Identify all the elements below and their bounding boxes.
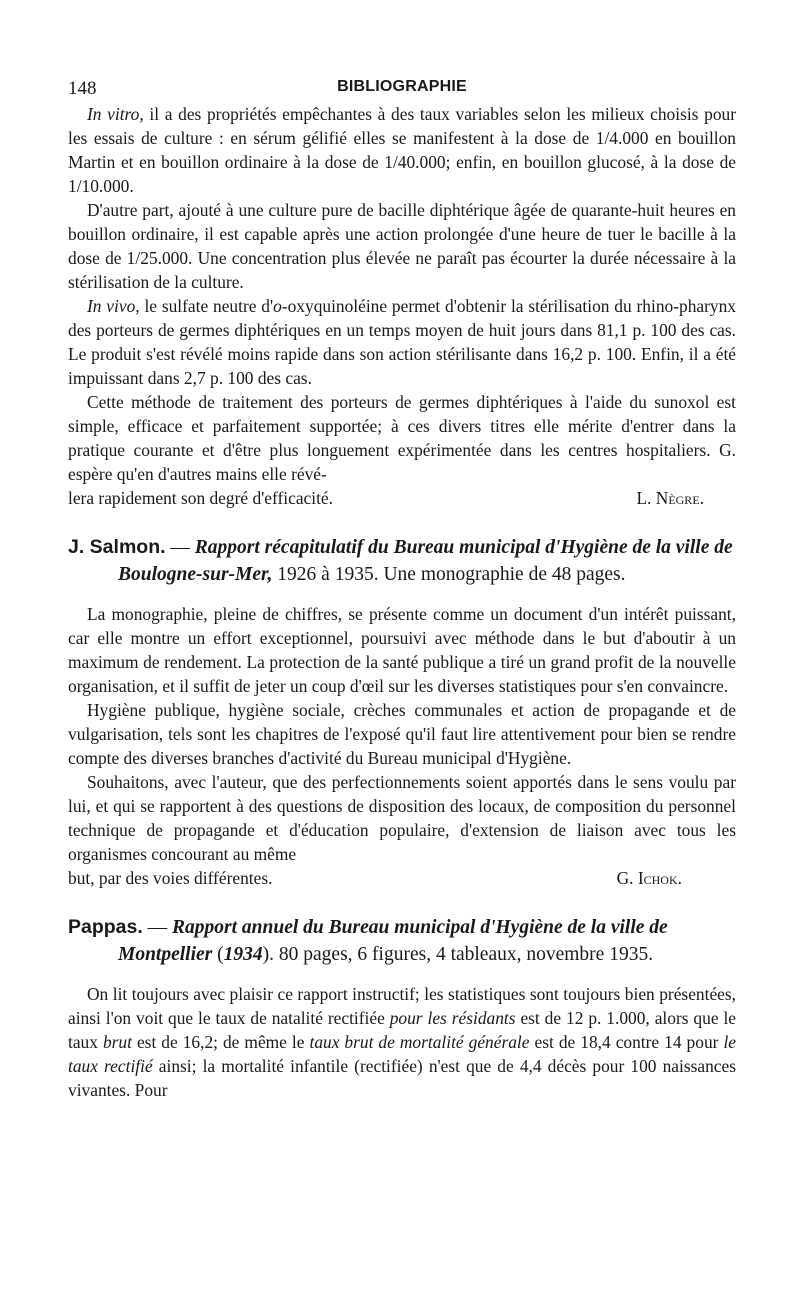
italic-phrase: pour les résidants [389, 1008, 516, 1028]
entry-year-close: ). [262, 944, 275, 965]
previous-review-section [68, 102, 736, 510]
italic-phrase: brut [102, 1032, 132, 1052]
entry-heading [68, 534, 736, 588]
entry-title: Rapport récapitulatif du Bureau municipal d'Hygiène de la ville de Boulogne-sur-Mer, [118, 537, 733, 585]
paragraph-in-vitro [68, 102, 736, 198]
paragraph-in-vivo [68, 294, 736, 390]
entry-dash: — [142, 917, 173, 938]
in-vivo-label: In vivo, [87, 296, 140, 316]
paragraph-text: -oxyquinoléine permet d'obtenir la stérilisation du rhino-pharynx des porteurs de germes diphtériques en un temps moyen de huit jours dans 81,1 p. 100 des cas. Le produit s'est révélé moins rapide dans son action stérilisante dans 16,2 p. 100. Enfin, il a été impuissant dans 2,7 p. 100 des cas. [68, 296, 736, 388]
paragraph-conclusion [68, 390, 736, 486]
entry-details: 80 pages, 6 figures, 4 tableaux, novembre 1935. [274, 944, 654, 965]
paragraph-culture: D'autre part, ajouté à une culture pure de bacille diphtérique âgée de quarante-huit heures en bouillon ordinaire, il est capable après une action prolongée d'une heure de tuer le bacille à la dose de 1/25.000. Une concentration plus élevée ne paraît pas écourter la durée nécessaire à la stérilisation de la culture. [68, 200, 736, 292]
entry-title: Rapport annuel du Bureau municipal d'Hygiène de la ville de Montpellier [118, 917, 668, 965]
paragraph-hygiene: Hygiène publique, hygiène sociale, crèches communales et action de propagande et de vulgarisation, tels sont les chapitres de l'exposé qu'il faut lire attentivement pour bien se rendre compte des diverses branches d'activité du Bureau municipal d'Hygiène. [68, 700, 736, 768]
document-page [68, 70, 736, 1102]
paragraph-last-line: but, par des voies différentes. [68, 868, 273, 888]
paragraph-text: est de 18,4 contre 14 pour [529, 1032, 724, 1052]
paragraph-monographie: La monographie, pleine de chiffres, se présente comme un document d'un intérêt puissant, car elle montre un effort exceptionnel, poursuivi avec méthode dans le but d'aboutir à un maximum de rendement. La protection de la santé publique a tiré un grand profit de la nouvelle organisation, et il suffit de jeter un coup d'œil sur les diverses statistiques pour s'en convaincre. [68, 604, 736, 696]
paragraph-text: On lit toujours avec plaisir ce rapport instructif; les statistiques sont toujours bien présentées, ainsi l'on voit que le taux de natalité rectifiée [68, 984, 736, 1028]
paragraph-text: est de 16,2; de même le [131, 1032, 310, 1052]
entry-details: 1926 à 1935. Une monographie de 48 pages. [272, 564, 626, 585]
paragraph-text: est de 12 p. 1.000, alors que le taux [68, 1008, 737, 1052]
signature-ichok: G. Ichok. [616, 868, 682, 888]
paragraph-rapport [68, 982, 736, 1102]
entry-author: J. Salmon. [68, 536, 166, 558]
paragraph-text: Souhaitons, avec l'auteur, que des perfectionnements soient apportés dans le sens voulu par lui, et qui se rapportent à des questions de disposition des locaux, de composition du personnel technique de propagande et d'éducation populaire, d'extension de liaison avec tous les organismes concourant au même [68, 772, 736, 864]
entry-year: 1934 [223, 944, 263, 965]
ortho-prefix: o [273, 296, 282, 316]
paragraph-text: Cette méthode de traitement des porteurs de germes diphtériques à l'aide du sunoxol est simple, efficace et parfaitement supportée; à ces divers titres elle mérite d'entrer dans la pratique courante et d'être plus longuement expérimentée dans les centres hospitaliers. G. espère qu'en d'autres mains elle révé- [68, 392, 736, 484]
paragraph-text: le sulfate neutre d' [139, 296, 274, 316]
in-vitro-label: In vitro, [87, 104, 144, 124]
italic-phrase: taux brut de mortalité générale [309, 1032, 530, 1052]
review-entry-pappas [68, 914, 736, 1102]
signature-line [68, 866, 736, 890]
entry-heading [68, 914, 736, 968]
page-header [68, 70, 736, 100]
entry-dash: — [165, 537, 195, 558]
paragraph-text: il a des propriétés empêchantes à des taux variables selon les milieux choisis pour les essais de culture : en sérum gélifié elles se manifestent à la dose de 1/4.000 en bouillon Martin et en bouillon ordinaire à la dose de 1/40.000; enfin, en bouillon glucosé, à la dose de 1/10.000. [68, 104, 736, 196]
signature-line [68, 486, 736, 510]
entry-year-open: ( [212, 944, 224, 965]
page-number: 148 [68, 78, 97, 99]
signature-negre: L. Nègre. [636, 488, 704, 508]
running-title: BIBLIOGRAPHIE [337, 78, 467, 95]
paragraph-last-line: lera rapidement son degré d'efficacité. [68, 488, 333, 508]
italic-phrase: le taux rectifié [68, 1032, 736, 1076]
paragraph-souhaitons [68, 770, 736, 866]
entry-author: Pappas. [68, 916, 143, 938]
review-entry-salmon [68, 534, 736, 890]
paragraph-text: ainsi; la mortalité infantile (rectifiée) n'est que de 4,4 décès pour 100 naissances vivantes. Pour [68, 1056, 736, 1100]
